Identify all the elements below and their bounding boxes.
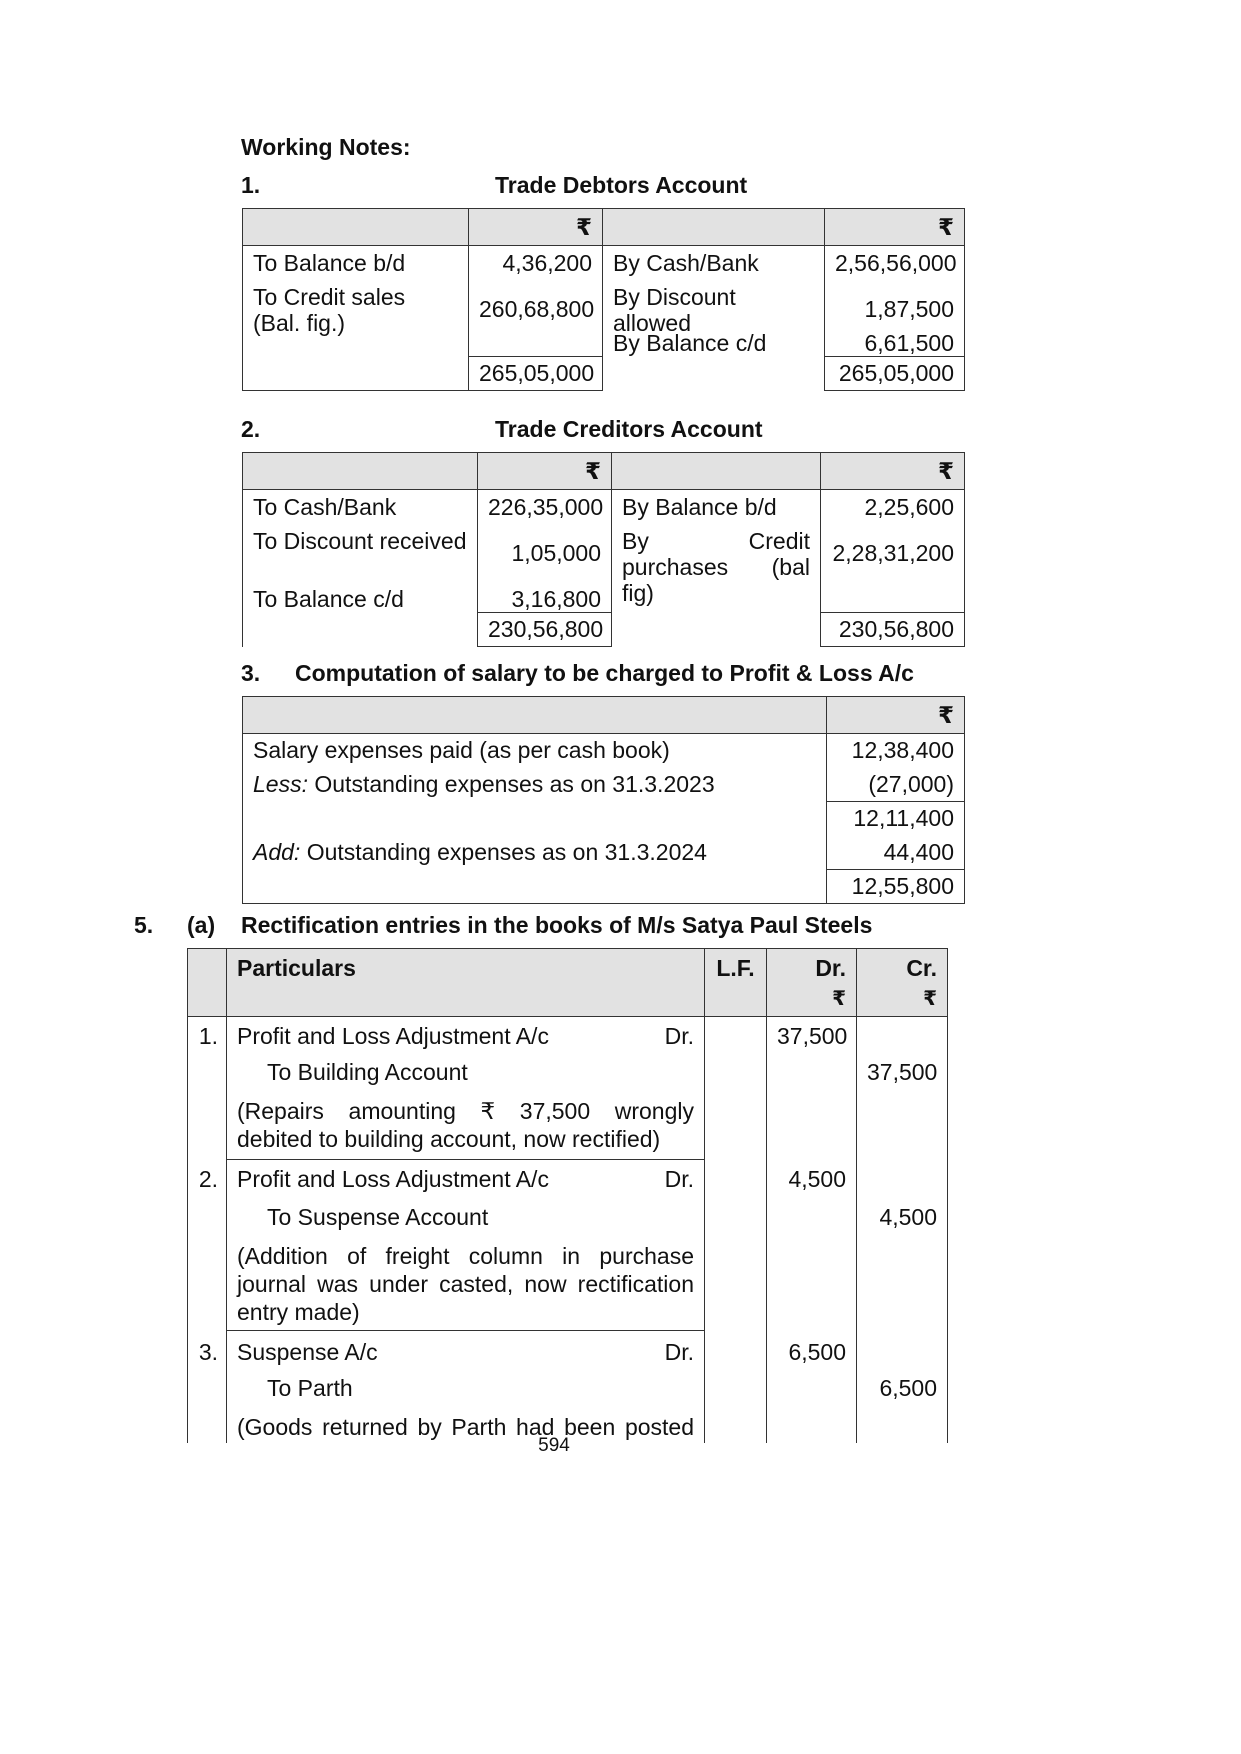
- entry-dr-amount: 6,500: [767, 1331, 857, 1444]
- creditors-left-amount: 226,35,000: [488, 494, 604, 520]
- header-blank: [243, 697, 827, 734]
- entry-dr-tag: Dr.: [664, 1166, 694, 1192]
- creditors-total-left: 230,56,800: [478, 613, 612, 647]
- header-blank: [612, 453, 821, 490]
- entry-credit-account: To Parth: [267, 1375, 353, 1401]
- entry-narration: (Repairs amounting ₹ 37,500 wrongly debited to building account, now rectified): [237, 1098, 694, 1152]
- debtors-left-label: To Balance b/d: [253, 250, 406, 276]
- question-number: 5.: [134, 912, 154, 938]
- note2-number: 2.: [241, 416, 261, 442]
- header-dr: Dr.: [815, 955, 846, 981]
- entry-debit-account: Profit and Loss Adjustment A/c: [237, 1023, 549, 1049]
- salary-computation-table: [242, 696, 965, 904]
- entry-credit-account: To Suspense Account: [267, 1204, 489, 1230]
- header-num-blank: [188, 949, 227, 1017]
- header-cr: Cr.: [906, 955, 937, 981]
- note3-number: 3.: [241, 660, 261, 686]
- debtors-left-label: To Credit sales (Bal. fig.): [253, 284, 406, 336]
- header-blank: [243, 209, 469, 246]
- less-amount: (27,000): [827, 768, 965, 802]
- entry-debit-account: Profit and Loss Adjustment A/c: [237, 1166, 549, 1192]
- debtors-left-amount: 4,36,200: [502, 250, 592, 276]
- header-lf: L.F.: [705, 949, 767, 1017]
- debtors-right-amount: 1,87,500: [864, 296, 954, 322]
- entry-particulars: [227, 1160, 705, 1331]
- creditors-left-label: To Cash/Bank: [253, 494, 397, 520]
- currency-symbol: ₹: [478, 453, 612, 490]
- entry-dr-tag: Dr.: [664, 1339, 694, 1365]
- creditors-left-label: To Balance c/d: [253, 586, 404, 612]
- currency-symbol: ₹: [923, 988, 937, 1010]
- currency-symbol: ₹: [469, 209, 603, 246]
- entry-debit-account: Suspense A/c: [237, 1339, 378, 1365]
- header-blank: [243, 453, 478, 490]
- creditors-total-right: 230,56,800: [821, 613, 965, 647]
- currency-symbol: ₹: [832, 988, 846, 1010]
- salary-amount: 12,38,400: [827, 734, 965, 768]
- debtors-total-left: 265,05,000: [469, 357, 603, 391]
- entry-dr-tag: Dr.: [664, 1023, 694, 1049]
- note3-title: Computation of salary to be charged to Profit & Loss A/c: [295, 660, 914, 686]
- debtors-right-label: By Cash/Bank: [613, 250, 759, 276]
- debtors-right-label: By Balance c/d: [613, 330, 767, 356]
- creditors-left-amount: 3,16,800: [511, 586, 601, 612]
- entry-number: 3.: [188, 1331, 227, 1444]
- trade-creditors-table: [242, 452, 965, 647]
- entry-cr-amount: 37,500: [857, 1017, 948, 1160]
- less-label: Outstanding expenses as on 31.3.2023: [307, 771, 715, 797]
- entry-cr-amount: 4,500: [857, 1160, 948, 1331]
- note2-title: Trade Creditors Account: [495, 416, 763, 442]
- add-amount: 44,400: [827, 836, 965, 870]
- subtotal-amount: 12,11,400: [827, 802, 965, 836]
- less-prefix: Less:: [253, 771, 308, 797]
- debtors-left-amount: 260,68,800: [479, 296, 595, 322]
- salary-total: 12,55,800: [827, 870, 965, 904]
- add-prefix: Add:: [253, 839, 301, 865]
- page-number: 594: [538, 1435, 570, 1456]
- creditors-right-label: By Balance b/d: [622, 494, 777, 520]
- creditors-right-amount: 2,25,600: [864, 494, 954, 520]
- entry-particulars: [227, 1017, 705, 1160]
- entry-dr-amount: 4,500: [767, 1160, 857, 1331]
- debtors-right-amount: 6,61,500: [864, 330, 954, 356]
- entry-particulars: [227, 1331, 705, 1444]
- entry-narration: (Goods returned by Parth had been posted: [237, 1414, 694, 1440]
- creditors-right-label: By Credit purchases (bal fig): [622, 528, 810, 606]
- entry-credit-account: To Building Account: [267, 1059, 468, 1085]
- question-part: (a): [187, 912, 216, 938]
- entry-narration: (Addition of freight column in purchase journal was under casted, now rectification entry made): [237, 1243, 694, 1325]
- entry-dr-amount: 37,500: [767, 1017, 857, 1160]
- trade-debtors-table: [242, 208, 965, 391]
- question-title: Rectification entries in the books of M/s Satya Paul Steels: [241, 912, 873, 938]
- entry-number: 1.: [188, 1017, 227, 1160]
- debtors-right-amount: 2,56,56,000: [835, 250, 957, 276]
- note1-title: Trade Debtors Account: [495, 172, 748, 198]
- rectification-journal-table: [187, 948, 948, 1443]
- add-label: Outstanding expenses as on 31.3.2024: [300, 839, 707, 865]
- salary-label: Salary expenses paid (as per cash book): [253, 737, 670, 764]
- entry-cr-amount: 6,500: [857, 1331, 948, 1444]
- note1-number: 1.: [241, 172, 261, 198]
- currency-symbol: ₹: [821, 453, 965, 490]
- creditors-right-amount: 2,28,31,200: [832, 540, 954, 566]
- debtors-total-right: 265,05,000: [825, 357, 965, 391]
- entry-number: 2.: [188, 1160, 227, 1331]
- header-blank: [603, 209, 825, 246]
- creditors-left-amount: 1,05,000: [511, 540, 601, 566]
- creditors-left-label: To Discount received: [253, 528, 467, 554]
- currency-symbol: ₹: [827, 697, 965, 734]
- debtors-right-label: By Discount allowed: [613, 284, 736, 336]
- currency-symbol: ₹: [825, 209, 965, 246]
- working-notes-title: Working Notes:: [241, 134, 411, 160]
- header-particulars: Particulars: [227, 949, 705, 1017]
